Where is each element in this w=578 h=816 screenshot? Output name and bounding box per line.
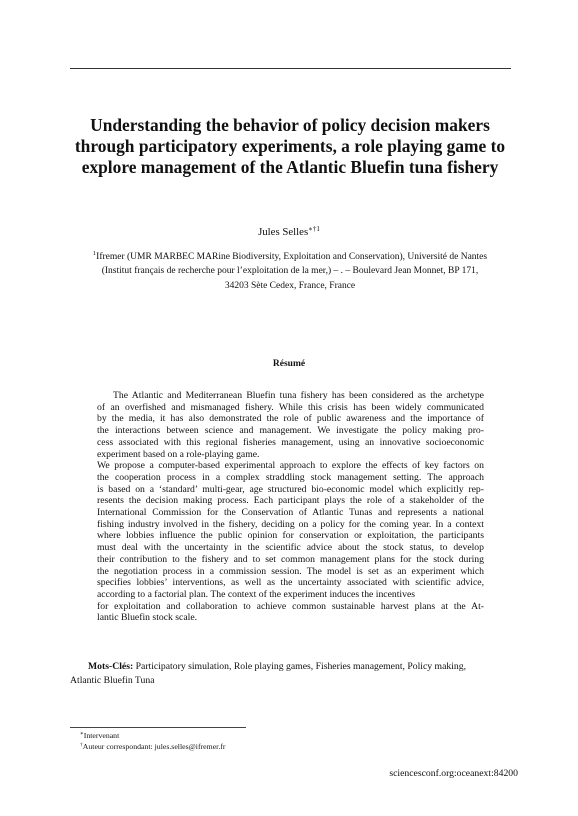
abstract-line: experiment based on a role-playing game.	[97, 448, 260, 460]
affiliation-line: $^1$Ifremer (UMR MARBEC MARine Biodiversity, Exploitation and Conservation), Université de Nantes	[92, 250, 488, 262]
abstract-body	[97, 390, 484, 624]
header-rule	[70, 68, 511, 69]
abstract-line: specifies lobbies’ interventions, as well as the uncertainty associated with scientific advice,	[97, 577, 484, 589]
abstract-line: We propose a computer-based experimental approach to explore the effects of key factors on	[97, 460, 484, 472]
abstract-line: by the media, it has also demonstrated the role of public awareness and the importance of	[97, 413, 484, 425]
abstract-line: where lobbies influence the public opinion for conservation or exploitation, the participants	[97, 530, 484, 542]
keywords-text: Participatory simulation, Role playing games, Fisheries management, Policy making,	[135, 661, 467, 672]
affiliation-line: (Institut français de recherche pour l’exploitation de la mer,) – . – Boulevard Jean Monnet, BP 171,	[101, 266, 479, 277]
abstract-line: cess associated with this regional fisheries management, using an innovative socioeconomic	[97, 436, 484, 448]
footnote	[80, 730, 380, 741]
abstract-line: their contribution to the fishery and to set common management plans for the stock during	[97, 553, 484, 565]
footnote	[80, 741, 380, 752]
abstract-line: The Atlantic and Mediterranean Bluefin tuna fishery has been considered as the archetype	[113, 390, 484, 401]
abstract-line: the cooperation process in a complex straddling stock management setting. The approach	[97, 471, 484, 483]
author-name: Jules Selles	[258, 226, 309, 238]
abstract-line: must deal with the uncertainty in the scientific advice about the stock status, to develop	[97, 542, 484, 554]
footnote-mark: †	[80, 742, 83, 749]
abstract-line: the interactions between science and management. We investigate the policy making pro-	[97, 425, 484, 437]
footnote-rule	[70, 727, 246, 728]
footnote-text: Auteur correspondant: jules.selles@ifremer.fr	[82, 742, 226, 752]
keywords	[70, 660, 511, 687]
abstract-line: for exploitation and collaboration to achieve common sustainable harvest plans at the At-	[97, 600, 484, 612]
abstract-line: the negotiation process in a commission session. The model is set as an experiment which	[97, 565, 484, 577]
abstract-line: International Commission for the Conservation of Atlantic Tunas and represents a national	[97, 507, 484, 519]
affiliation	[60, 250, 520, 293]
abstract-line: lantic Bluefin stock scale.	[97, 612, 198, 624]
abstract-line: resents the decision making process. Each participant plays the role of a stakeholder of the	[97, 495, 484, 507]
keywords-line	[70, 660, 511, 674]
keywords-line: Atlantic Bluefin Tuna	[70, 674, 155, 686]
abstract-line: of an overfished and mismanaged fishery. While this crisis has been widely communicated	[97, 401, 484, 413]
author-marks: ∗†1	[308, 225, 320, 233]
abstract-line: is based on a ‘standard’ multi-gear, age structured bio-economic model which explicitly rep-	[97, 483, 484, 495]
paper-title: Understanding the behavior of policy decision makers through participatory experiments, a role playing game to explore management of the Atlantic Bluefin tuna fishery	[74, 115, 506, 177]
footnotes	[80, 730, 380, 752]
author-line	[0, 226, 578, 239]
affiliation-mark: 1	[92, 250, 97, 257]
footnote-text: Intervenant	[83, 731, 120, 740]
abstract-line: fishing industry involved in the fishery, deciding on a policy for the coming year. In a context	[97, 518, 484, 530]
abstract-heading: Résumé	[272, 359, 306, 369]
abstract-line: according to a factorial plan. The context of the experiment induces the incentives	[97, 588, 416, 600]
footnote-mark: ∗	[80, 731, 84, 737]
keywords-label: Mots-Clés:	[88, 661, 134, 672]
page-identifier: sciencesconf.org:oceanext:84200	[389, 768, 518, 779]
affiliation-line: 34203 Sète Cedex, France, France	[224, 280, 356, 291]
